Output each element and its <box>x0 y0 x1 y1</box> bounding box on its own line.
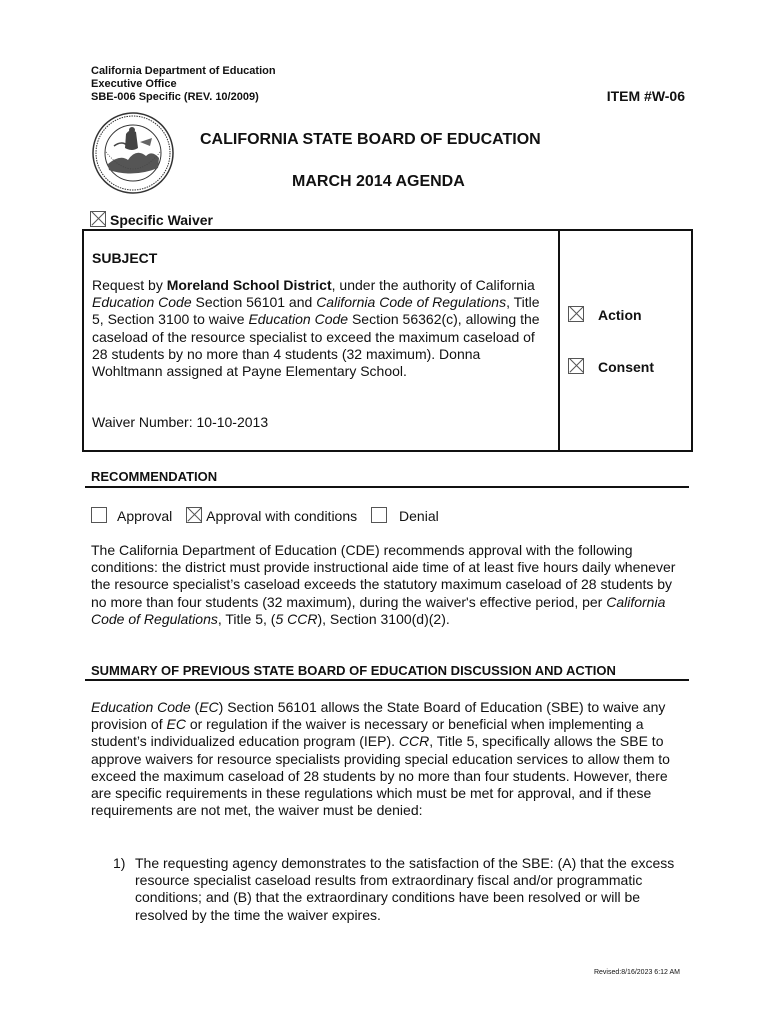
form-number: SBE-006 Specific (REV. 10/2009) <box>91 91 259 103</box>
state-seal-icon <box>92 112 174 194</box>
recommendation-heading: RECOMMENDATION <box>91 469 218 484</box>
approval-conditions-label: Approval with conditions <box>206 508 358 524</box>
action-option: Action <box>568 306 642 323</box>
office-name: Executive Office <box>91 78 177 90</box>
revised-date: Revised:8/16/2023 6:12 AM <box>593 969 680 976</box>
recommendation-text: The California Department of Education (CDE) recommends approval with the following conditions: the district must provide instructional aide time of at least five hours daily whenever the resource specialist’s caseload exceeds the statutory maximum caseload of 28 students by no more than four students (32 maximum), during the waiver's effective period, per California Code of Regulations, Title 5, (5 CCR), Section 3100(d)(2). <box>91 542 676 627</box>
waiver-number: Waiver Number: 10-10-2013 <box>92 414 269 430</box>
approval-conditions-checkbox[interactable] <box>186 507 202 523</box>
subject-heading: SUBJECT <box>92 250 158 266</box>
recommendation-options <box>91 507 439 524</box>
denial-checkbox[interactable] <box>371 507 387 523</box>
denial-label: Denial <box>399 508 439 524</box>
approval-checkbox[interactable] <box>91 507 107 523</box>
section-rule <box>85 486 689 488</box>
agenda-title: MARCH 2014 AGENDA <box>292 173 465 190</box>
board-title: CALIFORNIA STATE BOARD OF EDUCATION <box>200 131 541 148</box>
approval-label: Approval <box>117 508 173 524</box>
list-item-number: 1) <box>113 855 126 871</box>
box-divider <box>558 231 560 450</box>
item-number: ITEM #W-06 <box>606 88 685 104</box>
specific-waiver-checkbox[interactable] <box>90 211 106 227</box>
consent-option: Consent <box>568 358 654 375</box>
consent-checkbox[interactable] <box>568 358 584 374</box>
summary-text: Education Code (EC) Section 56101 allows the State Board of Education (SBE) to waive any provision of EC or regulation if the waiver is necessary or beneficial when implementing a student’s individualized education program (IEP). CCR, Title 5, specifically allows the SBE to approve waivers for resource specialists providing special education services to allow them to exceed the maximum caseload of 28 students by no more than four students. However, there are specific requirements in these regulations which must be met for approval, and if these requirements are not met, the waiver must be denied: <box>91 699 670 819</box>
specific-waiver-label: Specific Waiver <box>110 212 213 228</box>
subject-box <box>82 229 693 452</box>
subject-text: Request by Moreland School District, under the authority of California Education Code Section 56101 and California Code of Regulations, Title 5, Section 3100 to waive Education Code Section 56362(c), allowing the caseload of the resource specialist to exceed the maximum caseload of 28 students by no more than 4 students (32 maximum). Donna Wohltmann assigned at Payne Elementary School. <box>92 277 540 380</box>
specific-waiver-row <box>90 211 213 228</box>
section-rule <box>85 679 689 681</box>
department-name: California Department of Education <box>91 65 276 77</box>
summary-heading: SUMMARY OF PREVIOUS STATE BOARD OF EDUCATION DISCUSSION AND ACTION <box>91 663 616 678</box>
list-item-text: The requesting agency demonstrates to the satisfaction of the SBE: (A) that the excess resource specialist caseload results from extraordinary fiscal and/or programmatic conditions; and (B) that the extraordinary conditions have been resolved or will be resolved by the time the waiver expires. <box>135 855 675 923</box>
action-checkbox[interactable] <box>568 306 584 322</box>
